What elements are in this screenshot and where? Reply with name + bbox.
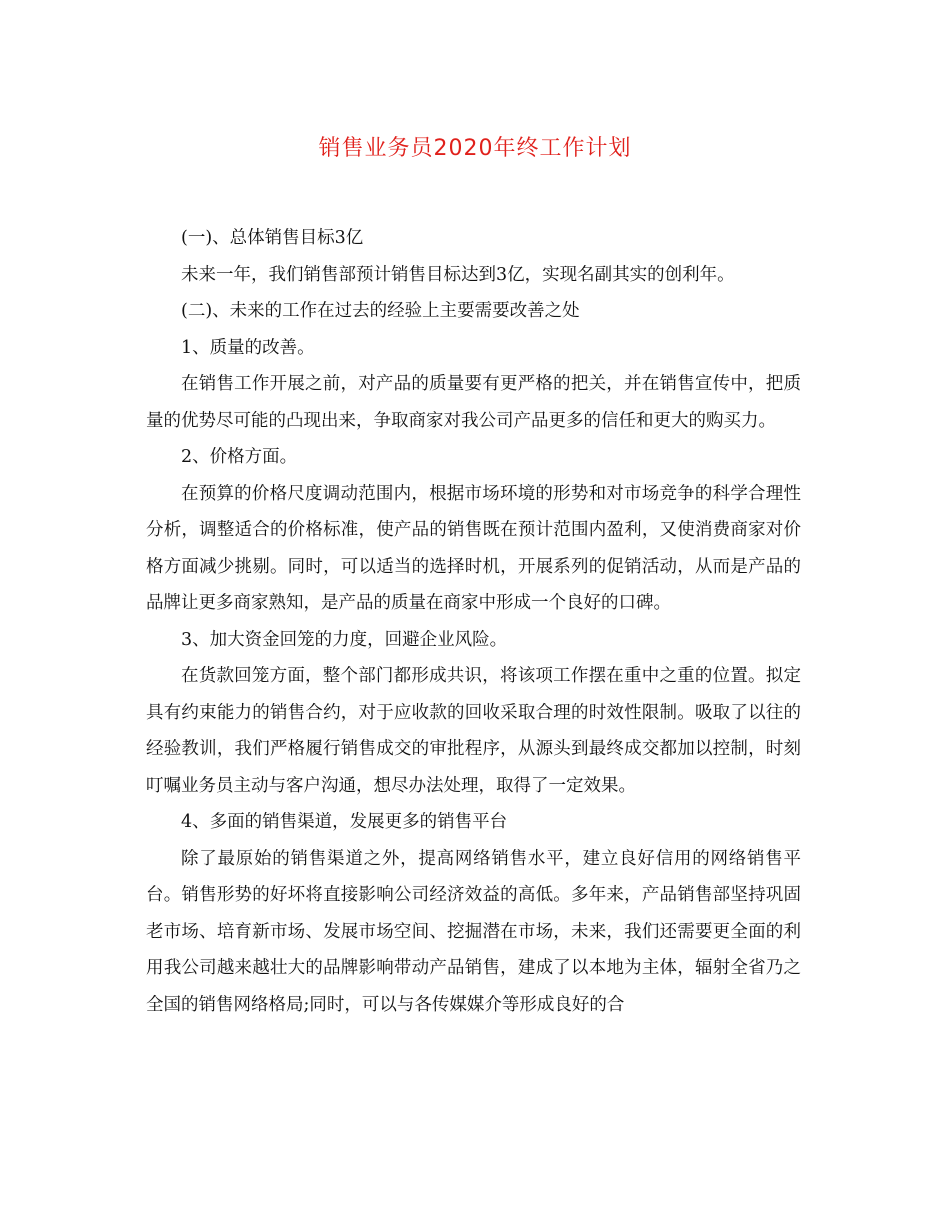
paragraph-quality: 在销售工作开展之前，对产品的质量要有更严格的把关，并在销售宣传中，把质量的优势尽可能的凸现出来，争取商家对我公司产品更多的信任和更大的购买力。	[146, 374, 801, 431]
paragraph-capital-return: 在货款回笼方面，整个部门都形成共识，将该项工作摆在重中之重的位置。拟定具有约束能力的销售合约，对于应收款的回收采取合理的时效性限制。吸取了以往的经验教训，我们严格履行销售成交的审批程序，从源头到最终成交都加以控制，时刻叮嘱业务员主动与客户沟通，想尽办法处理，取得了一定效果。	[146, 666, 801, 796]
paragraph-sales-channels: 除了最原始的销售渠道之外，提高网络销售水平，建立良好信用的网络销售平台。销售形势的好坏将直接影响公司经济效益的高低。多年来，产品销售部坚持巩固老市场、培育新市场、发展市场空间、挖掘潜在市场，未来，我们还需要更全面的利用我公司越来越壮大的品牌影响带动产品销售，建成了以本地为主体，辐射全省乃之全国的销售网络格局;同时，可以与各传媒媒介等形成良好的合	[146, 848, 801, 1015]
heading-price: 2、价格方面。	[181, 447, 298, 467]
heading-overall-sales-target: (一)、总体销售目标3亿	[181, 228, 364, 248]
heading-capital-return: 3、加大资金回笼的力度，回避企业风险。	[181, 629, 508, 650]
heading-sales-channels: 4、多面的销售渠道，发展更多的销售平台	[181, 812, 508, 832]
heading-quality: 1、质量的改善。	[181, 337, 315, 358]
document-title: 销售业务员2020年终工作计划	[318, 136, 632, 161]
paragraph-sales-target: 未来一年，我们销售部预计销售目标达到3亿，实现名副其实的创利年。	[181, 264, 735, 285]
document-body	[146, 220, 801, 1023]
paragraph-price: 在预算的价格尺度调动范围内，根据市场环境的形势和对市场竞争的科学合理性分析，调整适合的价格标准，使产品的销售既在预计范围内盈利，又使消费商家对价格方面减少挑剔。同时，可以适当的选择时机，开展系列的促销活动，从而是产品的品牌让更多商家熟知，是产品的质量在商家中形成一个良好的口碑。	[146, 483, 801, 613]
heading-improvements: (二)、未来的工作在过去的经验上主要需要改善之处	[181, 301, 580, 321]
